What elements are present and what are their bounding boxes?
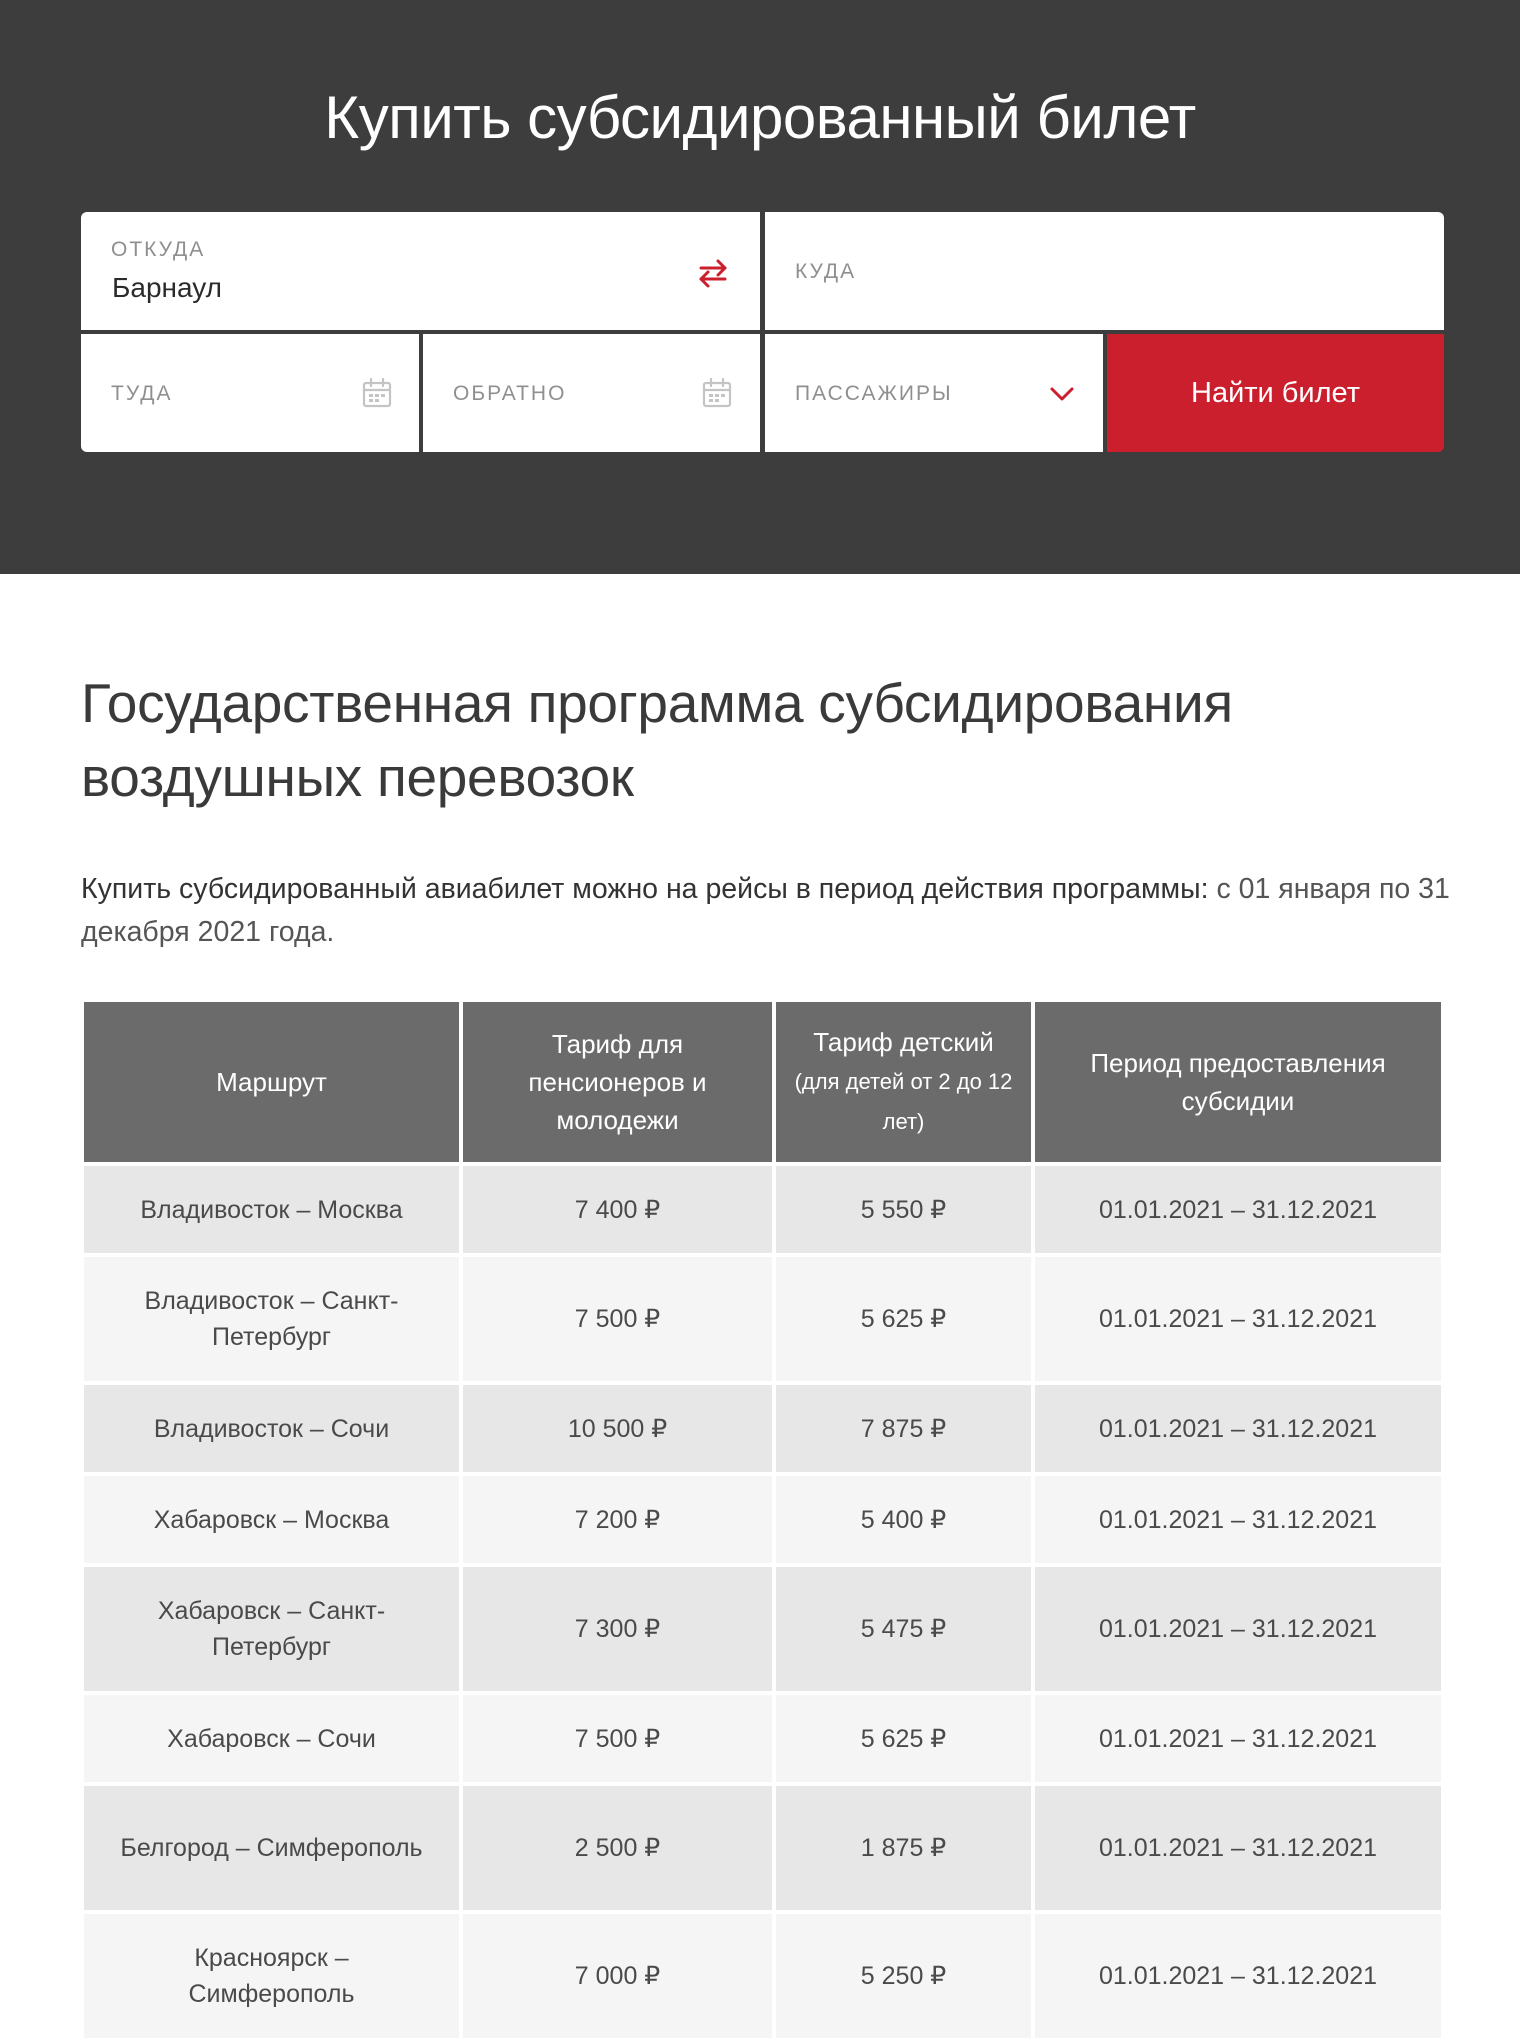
child-fare-cell: 1 875 ₽ — [776, 1786, 1031, 1910]
route-cell: Хабаровск – Москва — [84, 1476, 459, 1563]
period-cell: 01.01.2021 – 31.12.2021 — [1035, 1786, 1441, 1910]
search-form — [81, 212, 1444, 452]
period-cell: 01.01.2021 – 31.12.2021 — [1035, 1257, 1441, 1381]
header-route: Маршрут — [84, 1002, 459, 1162]
departure-date-field[interactable] — [81, 334, 419, 452]
calendar-icon[interactable] — [361, 377, 393, 409]
header-period: Период предоставления субсидии — [1035, 1002, 1441, 1162]
route-cell: Владивосток – Санкт-Петербург — [84, 1257, 459, 1381]
adult-fare-cell: 7 500 ₽ — [463, 1695, 772, 1782]
period-cell: 01.01.2021 – 31.12.2021 — [1035, 1166, 1441, 1253]
route-cell: Хабаровск – Санкт-Петербург — [84, 1567, 459, 1691]
header-child-main: Тариф детский — [813, 1027, 994, 1057]
passengers-label: ПАССАЖИРЫ — [795, 382, 953, 405]
route-cell: Владивосток – Сочи — [84, 1385, 459, 1472]
route-cell: Хабаровск – Сочи — [84, 1695, 459, 1782]
adult-fare-cell: 10 500 ₽ — [463, 1385, 772, 1472]
child-fare-cell: 5 550 ₽ — [776, 1166, 1031, 1253]
fares-table — [80, 998, 1445, 2042]
program-intro — [81, 868, 1451, 954]
child-fare-cell: 5 625 ₽ — [776, 1695, 1031, 1782]
table-row — [84, 1257, 1441, 1381]
program-heading: Государственная программа субсидирования воздушных перевозок — [81, 672, 1233, 808]
from-label: ОТКУДА — [111, 238, 206, 261]
table-row — [84, 1567, 1441, 1691]
page-title: Купить субсидированный билет — [324, 84, 1196, 151]
table-row — [84, 1914, 1441, 2038]
intro-main: Купить субсидированный авиабилет можно на рейсы в период действия программы: — [81, 873, 1209, 905]
table-row — [84, 1695, 1441, 1782]
table-row — [84, 1476, 1441, 1563]
header-adult-fare: Тариф для пенсионеров и молодежи — [463, 1002, 772, 1162]
table-row — [84, 1786, 1441, 1910]
route-cell: Красноярск – Симферополь — [84, 1914, 459, 2038]
table-row — [84, 1166, 1441, 1253]
from-field[interactable] — [81, 212, 760, 330]
to-label: КУДА — [795, 260, 857, 283]
table-header-row — [84, 1002, 1441, 1162]
hero-banner — [0, 0, 1520, 574]
find-ticket-button[interactable]: Найти билет — [1107, 334, 1444, 452]
header-child-fare — [776, 1002, 1031, 1162]
route-cell: Владивосток – Москва — [84, 1166, 459, 1253]
route-cell: Белгород – Симферополь — [84, 1786, 459, 1910]
period-cell: 01.01.2021 – 31.12.2021 — [1035, 1476, 1441, 1563]
adult-fare-cell: 7 300 ₽ — [463, 1567, 772, 1691]
adult-fare-cell: 7 400 ₽ — [463, 1166, 772, 1253]
child-fare-cell: 5 625 ₽ — [776, 1257, 1031, 1381]
adult-fare-cell: 2 500 ₽ — [463, 1786, 772, 1910]
child-fare-cell: 7 875 ₽ — [776, 1385, 1031, 1472]
period-cell: 01.01.2021 – 31.12.2021 — [1035, 1567, 1441, 1691]
table-row — [84, 1385, 1441, 1472]
chevron-down-icon[interactable] — [1048, 380, 1076, 408]
adult-fare-cell: 7 200 ₽ — [463, 1476, 772, 1563]
child-fare-cell: 5 250 ₽ — [776, 1914, 1031, 2038]
adult-fare-cell: 7 000 ₽ — [463, 1914, 772, 2038]
period-cell: 01.01.2021 – 31.12.2021 — [1035, 1914, 1441, 2038]
to-field[interactable] — [765, 212, 1444, 330]
swap-arrows-icon[interactable] — [696, 256, 730, 290]
adult-fare-cell: 7 500 ₽ — [463, 1257, 772, 1381]
passengers-select[interactable] — [765, 334, 1103, 452]
intro-period: с 01 января по 31 декабря 2021 года. — [81, 873, 1450, 948]
return-date-label: ОБРАТНО — [453, 382, 567, 405]
departure-date-label: ТУДА — [111, 382, 173, 405]
header-child-sub: (для детей от 2 до 12 лет) — [794, 1069, 1013, 1134]
period-cell: 01.01.2021 – 31.12.2021 — [1035, 1695, 1441, 1782]
period-cell: 01.01.2021 – 31.12.2021 — [1035, 1385, 1441, 1472]
child-fare-cell: 5 400 ₽ — [776, 1476, 1031, 1563]
return-date-field[interactable] — [423, 334, 760, 452]
from-value[interactable]: Барнаул — [112, 272, 222, 303]
calendar-icon[interactable] — [701, 377, 733, 409]
child-fare-cell: 5 475 ₽ — [776, 1567, 1031, 1691]
